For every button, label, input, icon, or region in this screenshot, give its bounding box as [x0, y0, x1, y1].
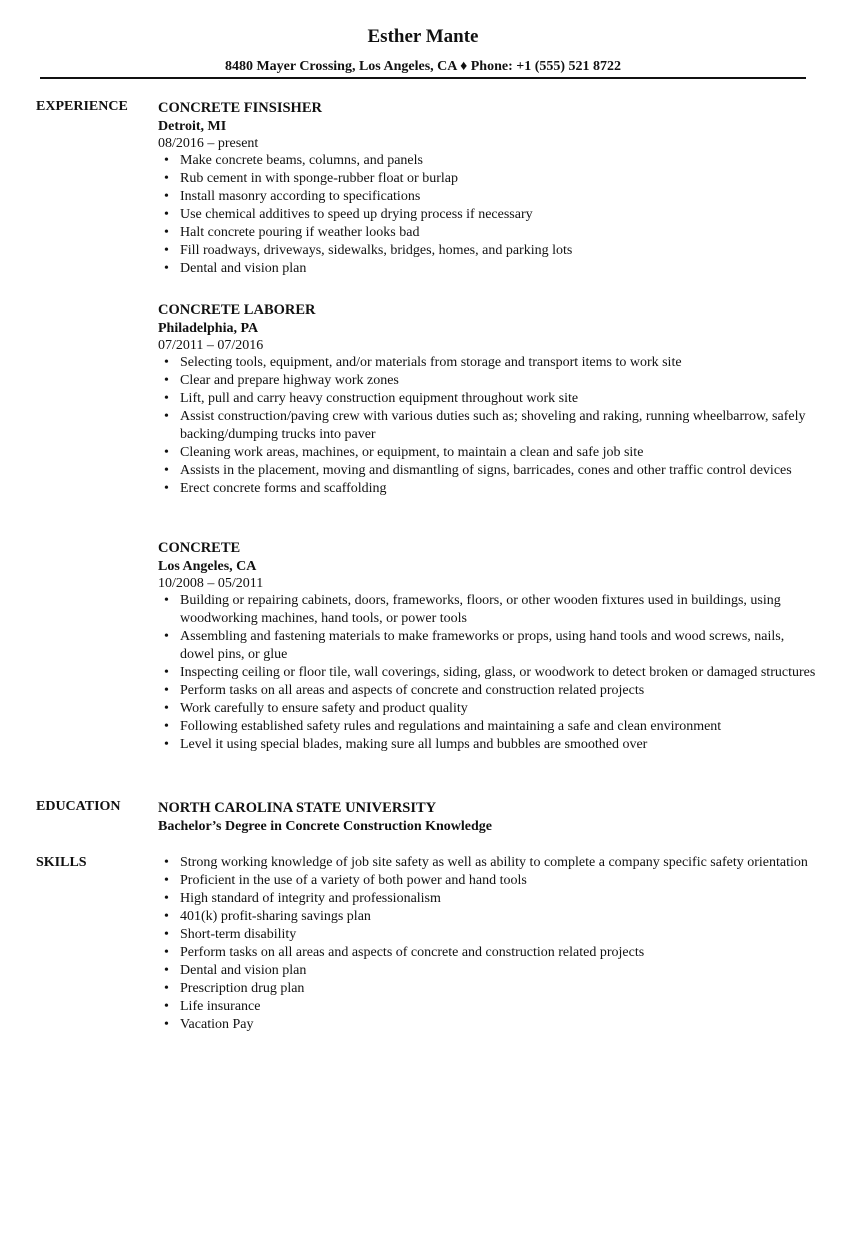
list-item: • Install masonry according to specifications — [158, 188, 818, 206]
list-item: • Lift, pull and carry heavy construction equipment throughout work site — [158, 390, 818, 408]
list-item: • Short-term disability — [158, 926, 818, 944]
list-item: • Building or repairing cabinets, doors, frameworks, floors, or other wooden fixtures used in buildings, using woodworking machines, hand tools, or power tools — [158, 592, 818, 628]
list-item: • Level it using special blades, making sure all lumps and bubbles are smoothed over — [158, 736, 818, 754]
experience-section-label: EXPERIENCE — [36, 99, 128, 114]
job-title: CONCRETE LABORER — [158, 302, 316, 318]
school-name: NORTH CAROLINA STATE UNIVERSITY — [158, 800, 437, 816]
list-item: • Make concrete beams, columns, and panels — [158, 152, 818, 170]
header-divider — [40, 77, 806, 79]
experience-entry — [158, 539, 818, 754]
list-item: • Assembling and fastening materials to make frameworks or props, using hand tools and wood screws, nails, dowel pins, or glue — [158, 628, 818, 664]
education-entry — [158, 799, 818, 835]
degree: Bachelor’s Degree in Concrete Construction Knowledge — [158, 819, 492, 834]
job-dates: 08/2016 – present — [158, 136, 259, 151]
skills-entry — [158, 854, 818, 1034]
list-item: • Assist construction/paving crew with various duties such as; shoveling and raking, running wheelbarrow, safely backing/dumping trucks into paver — [158, 408, 818, 444]
job-duties-list — [158, 592, 818, 754]
list-item: • Fill roadways, driveways, sidewalks, bridges, homes, and parking lots — [158, 242, 818, 260]
job-location: Philadelphia, PA — [158, 321, 259, 336]
list-item: • Prescription drug plan — [158, 980, 818, 998]
job-dates: 07/2011 – 07/2016 — [158, 338, 264, 353]
contact-line: 8480 Mayer Crossing, Los Angeles, CA ♦ Phone: +1 (555) 521 8722 — [224, 59, 622, 74]
job-title: CONCRETE — [158, 540, 241, 556]
list-item: • Erect concrete forms and scaffolding — [158, 480, 818, 498]
list-item: • Dental and vision plan — [158, 260, 818, 278]
list-item: • High standard of integrity and professionalism — [158, 890, 818, 908]
list-item: • Cleaning work areas, machines, or equipment, to maintain a clean and safe job site — [158, 444, 818, 462]
list-item: • Use chemical additives to speed up drying process if necessary — [158, 206, 818, 224]
experience-entry — [158, 301, 818, 498]
list-item: • 401(k) profit-sharing savings plan — [158, 908, 818, 926]
list-item: • Clear and prepare highway work zones — [158, 372, 818, 390]
list-item: • Strong working knowledge of job site safety as well as ability to complete a company specific safety orientation — [158, 854, 818, 872]
job-duties-list — [158, 354, 818, 498]
list-item: • Vacation Pay — [158, 1016, 818, 1034]
job-duties-list — [158, 152, 818, 278]
list-item: • Selecting tools, equipment, and/or materials from storage and transport items to work site — [158, 354, 818, 372]
list-item: • Proficient in the use of a variety of both power and hand tools — [158, 872, 818, 890]
list-item: • Work carefully to ensure safety and product quality — [158, 700, 818, 718]
job-location: Los Angeles, CA — [158, 559, 257, 574]
list-item: • Dental and vision plan — [158, 962, 818, 980]
list-item: • Perform tasks on all areas and aspects of concrete and construction related projects — [158, 682, 818, 700]
list-item: • Rub cement in with sponge-rubber float or burlap — [158, 170, 818, 188]
list-item: • Life insurance — [158, 998, 818, 1016]
experience-entry — [158, 99, 818, 278]
list-item: • Following established safety rules and regulations and maintaining a safe and clean environment — [158, 718, 818, 736]
list-item: • Assists in the placement, moving and dismantling of signs, barricades, cones and other traffic control devices — [158, 462, 818, 480]
skills-list — [158, 854, 818, 1034]
job-dates: 10/2008 – 05/2011 — [158, 576, 264, 591]
candidate-name: Esther Mante — [367, 26, 479, 47]
job-location: Detroit, MI — [158, 119, 227, 134]
list-item: • Inspecting ceiling or floor tile, wall coverings, siding, glass, or woodwork to detect broken or damaged structures — [158, 664, 818, 682]
skills-section-label: SKILLS — [36, 855, 87, 870]
job-title: CONCRETE FINSISHER — [158, 100, 322, 116]
list-item: • Perform tasks on all areas and aspects of concrete and construction related projects — [158, 944, 818, 962]
list-item: • Halt concrete pouring if weather looks bad — [158, 224, 818, 242]
education-section-label: EDUCATION — [36, 799, 121, 814]
